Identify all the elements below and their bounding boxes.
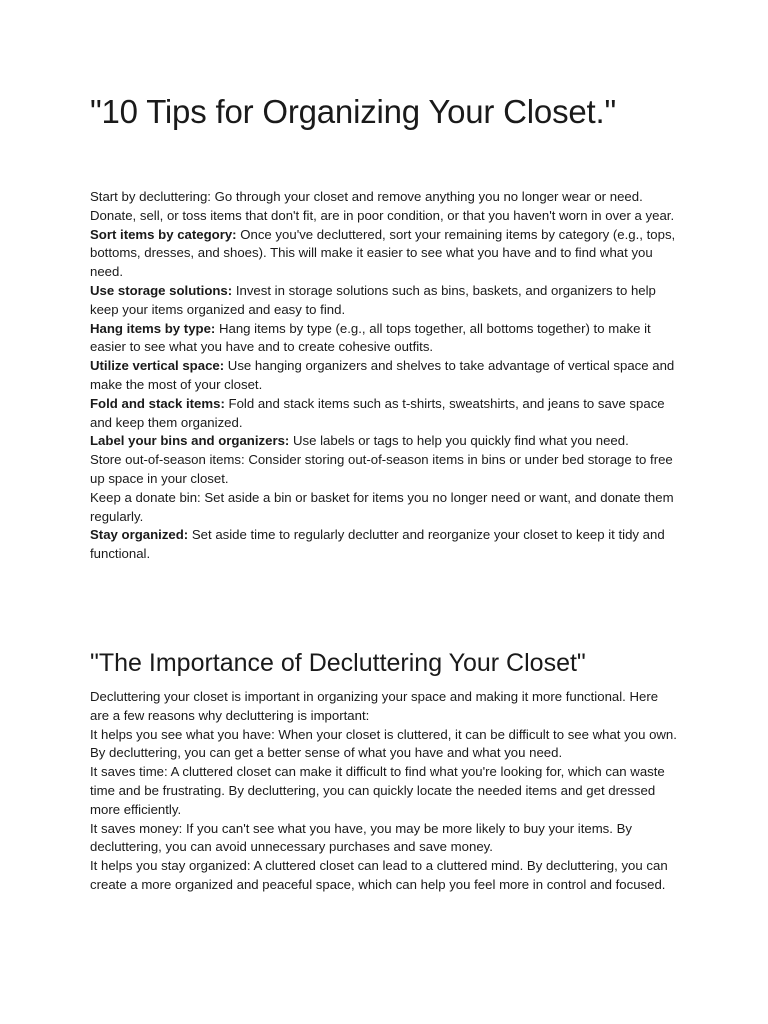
tip-lead: Hang items by type: (90, 320, 216, 336)
paragraph: It helps you see what you have: When your closet is cluttered, it can be difficult to see what you own. By decluttering, you can get a better sense of what you have and what you need. (90, 726, 677, 761)
decluttering-text (90, 688, 680, 895)
tip-text: Fold and stack items such as t-shirts, sweatshirts, and jeans to save space and keep them organized. (90, 395, 665, 430)
tip-item (90, 489, 680, 527)
tips-list (90, 188, 680, 564)
tip-text: Store out-of-season items: Consider storing out-of-season items in bins or under bed storage to free up space in your closet. (90, 452, 673, 486)
tip-text: Use labels or tags to help you quickly find what you need. (289, 433, 629, 449)
tip-item (90, 526, 680, 564)
paragraph: It saves money: If you can't see what you have, you may be more likely to buy your items. By decluttering, you can avoid unnecessary purchases and save money. (90, 820, 632, 855)
paragraph: It saves time: A cluttered closet can make it difficult to find what you're looking for, which can waste time and be frustrating. By decluttering, you can quickly locate the needed items and get dressed more efficiently. (90, 764, 665, 817)
tip-item (90, 432, 680, 451)
tip-item (90, 395, 680, 433)
tip-item (90, 226, 680, 282)
tip-lead: Fold and stack items: (90, 395, 225, 411)
tip-text: Hang items by type (e.g., all tops together, all bottoms together) to make it easier to see what you have and to create cohesive outfits. (90, 320, 651, 355)
paragraph: Decluttering your closet is important in organizing your space and making it more functional. Here are a few reasons why decluttering is important: (90, 689, 659, 723)
tip-item (90, 320, 680, 358)
tip-text: Use hanging organizers and shelves to take advantage of vertical space and make the most of your closet. (90, 358, 675, 392)
tip-text: Once you've decluttered, sort your remaining items by category (e.g., tops, bottoms, dresses, and shoes). This will make it easier to see what you have and to find what you need. (90, 226, 676, 280)
tip-item (90, 451, 680, 489)
tip-lead: Label your bins and organizers: (90, 433, 290, 449)
tip-lead: Sort items by category: (90, 226, 237, 242)
tip-text: Keep a donate bin: Set aside a bin or basket for items you no longer need or want, and donate them regularly. (90, 489, 674, 524)
tip-lead: Stay organized: (90, 527, 189, 543)
tip-lead: Utilize vertical space: (90, 358, 225, 374)
tip-text: Invest in storage solutions such as bins, baskets, and organizers to help keep your items organized and easy to find. (90, 282, 656, 317)
paragraph: It helps you stay organized: A cluttered closet can lead to a cluttered mind. By decluttering, you can create a more organized and peaceful space, which can help you feel more in control and focused. (90, 858, 668, 892)
tip-text: Start by decluttering: Go through your closet and remove anything you no longer wear or need. Donate, sell, or toss items that don't fit, are in poor condition, or that you haven't worn in over a year. (90, 189, 675, 223)
section-heading: "The Importance of Decluttering Your Closet" (90, 649, 586, 677)
page-title: "10 Tips for Organizing Your Closet." (90, 93, 616, 130)
tip-lead: Use storage solutions: (90, 282, 233, 298)
tip-item (90, 282, 680, 320)
tip-item (90, 357, 680, 395)
tip-text: Set aside time to regularly declutter and reorganize your closet to keep it tidy and functional. (90, 527, 665, 562)
tip-item (90, 188, 680, 226)
